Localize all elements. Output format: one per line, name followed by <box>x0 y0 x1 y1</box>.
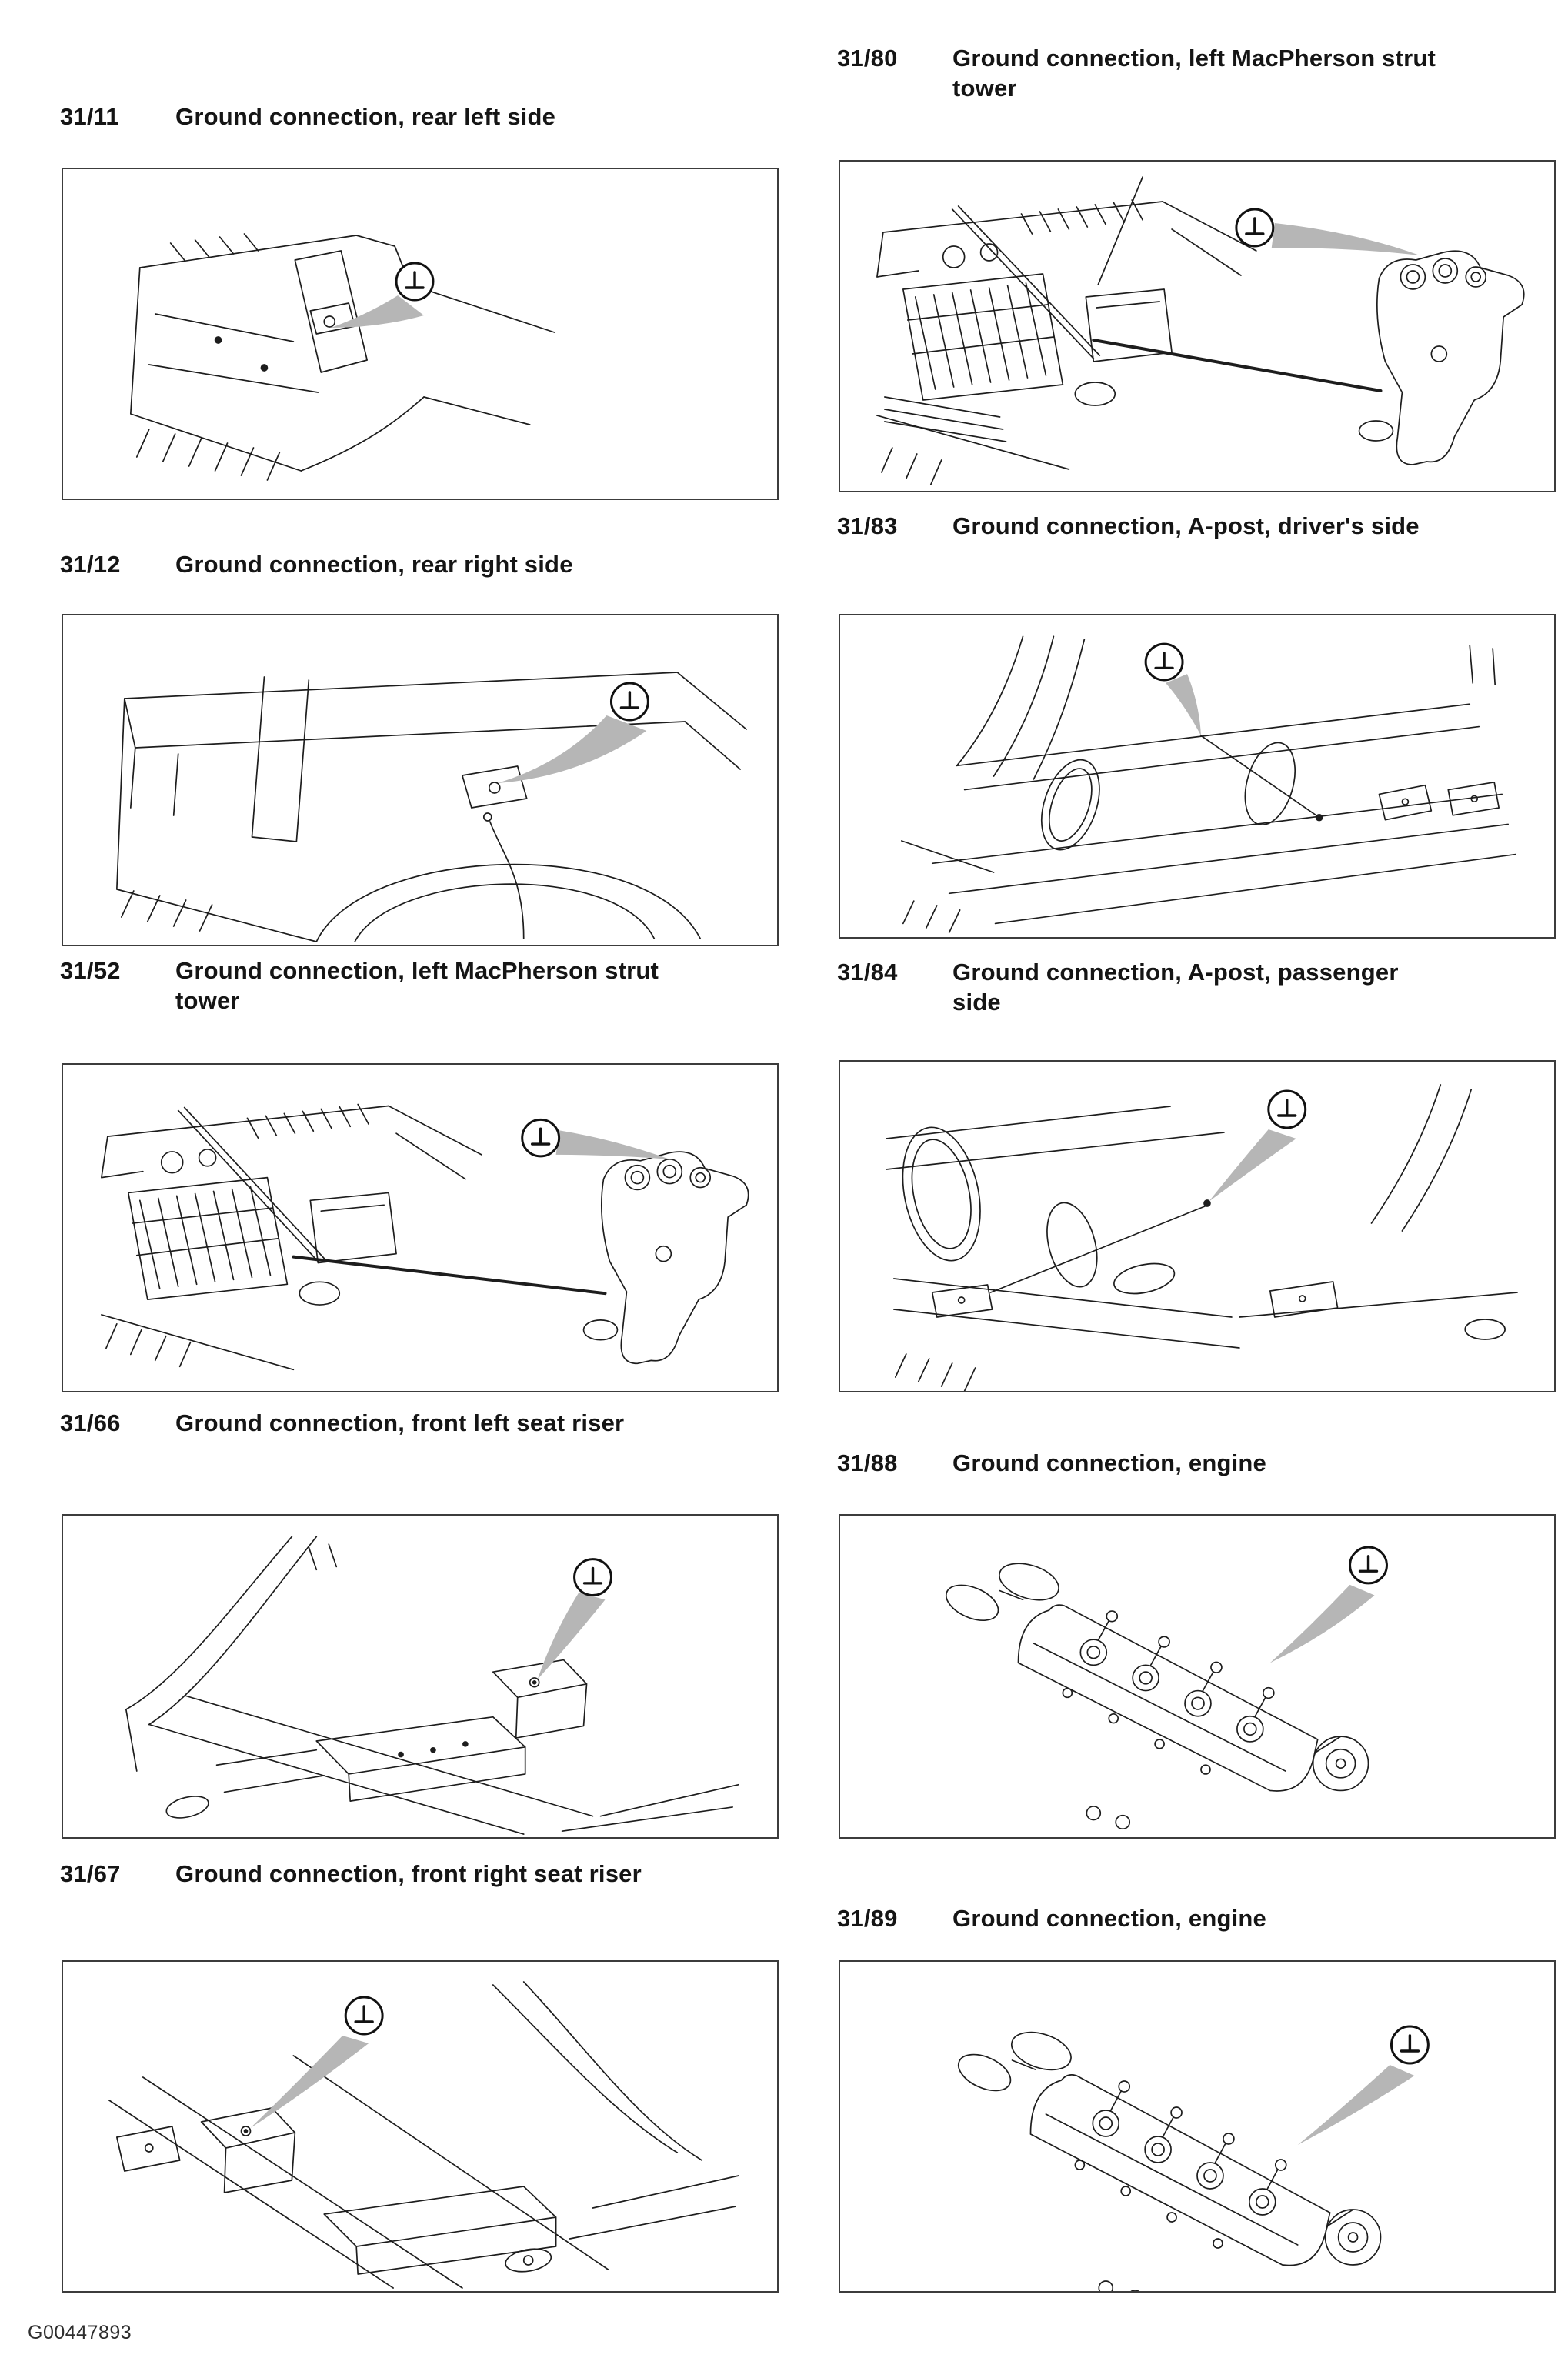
figure-ref: 31/11 <box>60 103 119 130</box>
figure-illustration <box>839 1060 1556 1392</box>
figure-drawing-right-seat-riser <box>63 1962 777 2291</box>
figure-ref: 31/12 <box>60 551 121 578</box>
figure-illustration <box>839 1514 1556 1839</box>
figure-title: Ground connection, rear right side <box>175 551 573 578</box>
figure-heading <box>60 1859 668 1889</box>
figure-title: Ground connection, rear left side <box>175 103 556 130</box>
ground-symbol-icon <box>1298 2026 1429 2145</box>
figure-title: Ground connection, left MacPherson strut tower <box>175 957 659 1015</box>
figure-title: Ground connection, engine <box>952 1905 1266 1932</box>
ground-symbol-icon <box>498 683 649 783</box>
line-art <box>126 1536 739 1834</box>
line-art <box>131 234 555 480</box>
ground-symbol-icon <box>538 1559 612 1679</box>
line-art <box>117 672 746 942</box>
ground-symbol-icon <box>1236 209 1420 255</box>
figure-drawing-engine-2 <box>840 1962 1554 2291</box>
figure-drawing-strut-tower-left <box>63 1065 777 1391</box>
line-art <box>953 2026 1381 2291</box>
ground-symbol-icon <box>522 1119 670 1159</box>
figure-id-code: G00447893 <box>28 2322 132 2343</box>
figure-illustration <box>62 168 779 500</box>
figure-illustration <box>62 1960 779 2293</box>
figure-heading <box>837 43 1445 103</box>
figure-ref: 31/89 <box>837 1905 898 1932</box>
figure-ref: 31/83 <box>837 512 898 539</box>
figure-title: Ground connection, left MacPherson strut tower <box>952 45 1436 102</box>
figure-ref: 31/88 <box>837 1449 898 1476</box>
ground-symbol-icon <box>1209 1091 1306 1202</box>
figure-title: Ground connection, A-post, driver's side <box>952 512 1420 539</box>
figure-ref: 31/80 <box>837 45 898 72</box>
figure-title: Ground connection, front right seat riser <box>175 1860 642 1887</box>
line-art <box>102 1105 749 1370</box>
figure-heading <box>837 1448 1445 1478</box>
figure-heading <box>60 102 668 132</box>
figure-ref: 31/66 <box>60 1409 121 1436</box>
figure-title: Ground connection, engine <box>952 1449 1266 1476</box>
ground-symbol-icon <box>1146 644 1201 735</box>
figure-illustration <box>62 1514 779 1839</box>
figure-heading <box>837 511 1445 541</box>
figure-ref: 31/52 <box>60 957 121 984</box>
figure-ref: 31/67 <box>60 1860 121 1887</box>
figure-illustration <box>62 614 779 946</box>
line-art <box>877 177 1524 485</box>
figure-heading <box>60 549 668 579</box>
figure-heading <box>837 1903 1445 1933</box>
line-art <box>886 1085 1517 1391</box>
figure-drawing-left-seat-riser <box>63 1516 777 1837</box>
figure-drawing-a-post-driver <box>840 615 1554 937</box>
line-art <box>109 1982 739 2288</box>
line-art <box>941 1556 1369 1829</box>
figure-title: Ground connection, A-post, passenger side <box>952 959 1399 1016</box>
figure-illustration <box>839 160 1556 492</box>
figure-drawing-rear-left <box>63 169 777 499</box>
figure-drawing-a-post-passenger <box>840 1062 1554 1391</box>
figure-drawing-engine-1 <box>840 1516 1554 1837</box>
figure-illustration <box>839 614 1556 939</box>
figure-ref: 31/84 <box>837 959 898 986</box>
figure-drawing-strut-tower-left-2 <box>840 162 1554 491</box>
ground-symbol-icon <box>1270 1547 1387 1663</box>
line-art <box>902 636 1516 932</box>
figure-illustration <box>62 1063 779 1392</box>
figure-illustration <box>839 1960 1556 2293</box>
figure-drawing-rear-right <box>63 615 777 945</box>
figure-heading <box>837 957 1445 1017</box>
figure-title: Ground connection, front left seat riser <box>175 1409 625 1436</box>
figure-heading <box>60 1408 668 1438</box>
figure-heading <box>60 956 668 1016</box>
